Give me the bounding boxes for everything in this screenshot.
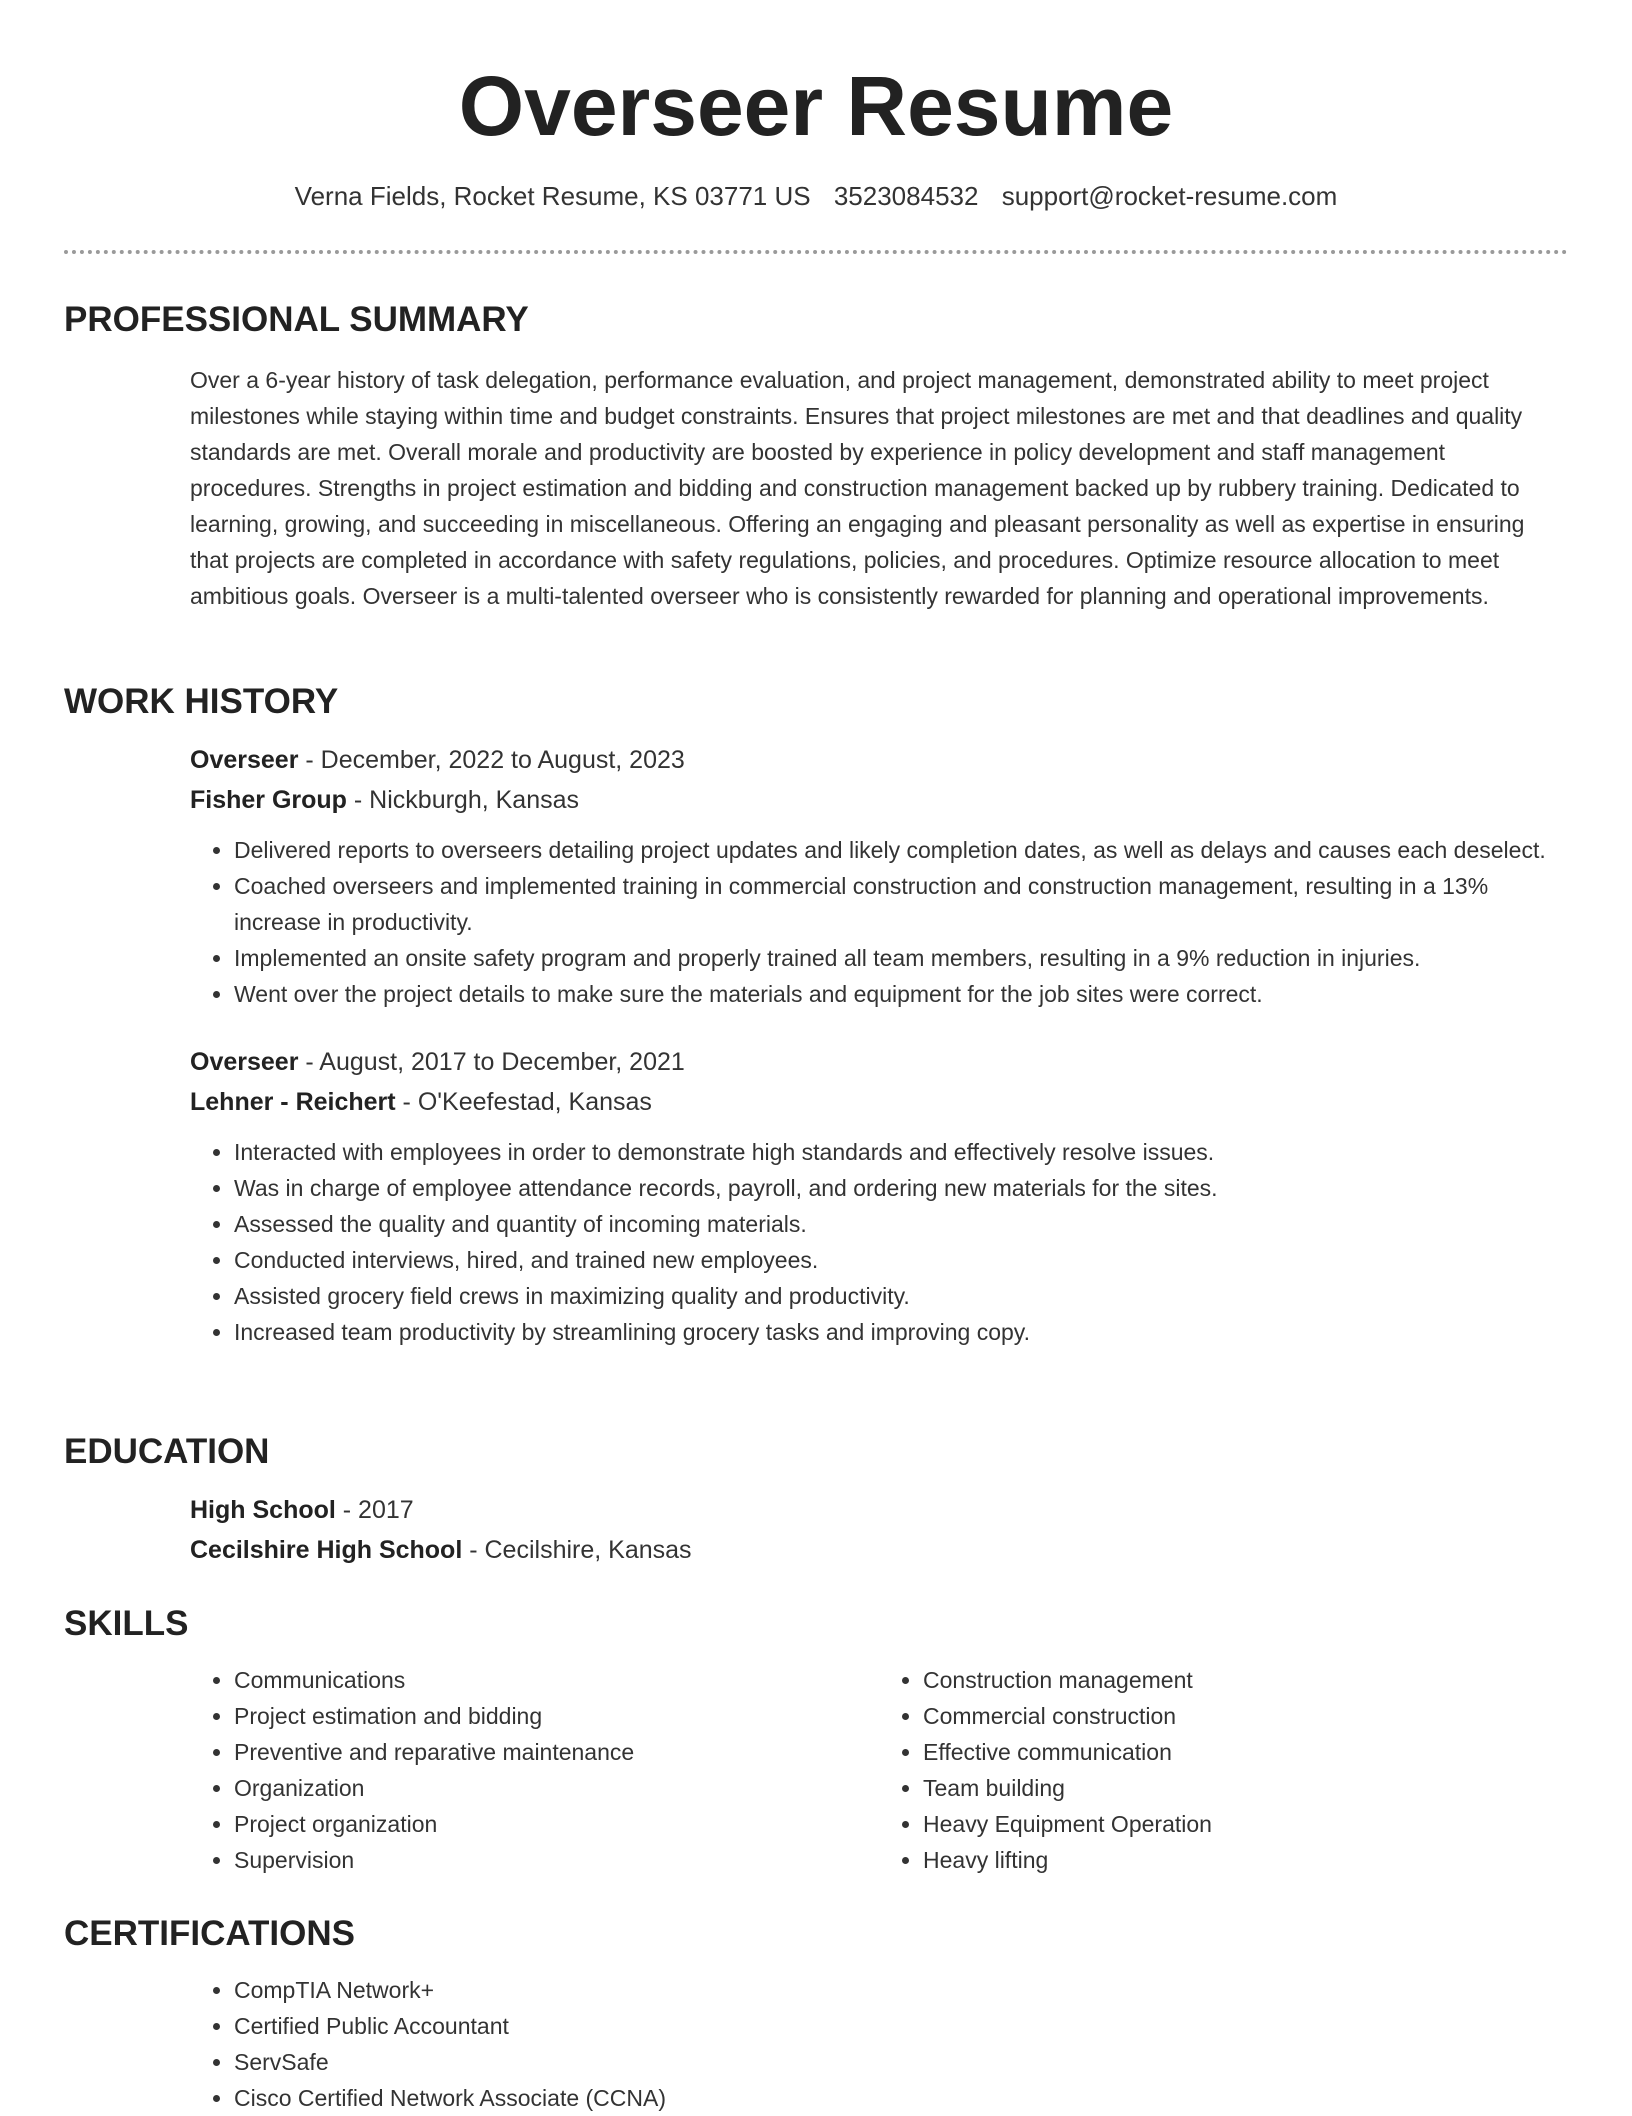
work-heading: WORK HISTORY <box>64 682 339 721</box>
list-item: • Team building <box>923 1770 1568 1806</box>
list-item: • Conducted interviews, hired, and trained new employees. <box>234 1242 1568 1278</box>
job-entry <box>190 1042 1568 1350</box>
list-item: • Effective communication <box>923 1734 1568 1770</box>
job-entry <box>190 740 1568 1012</box>
job-title-line <box>190 740 1568 780</box>
list-item: • Commercial construction <box>923 1698 1568 1734</box>
job-bullets <box>190 1134 1568 1350</box>
education-degree: High School <box>190 1496 336 1524</box>
education-section <box>64 1430 1568 1570</box>
skills-heading: SKILLS <box>64 1604 189 1643</box>
list-item: • Heavy lifting <box>923 1842 1568 1878</box>
education-location: - Cecilshire, Kansas <box>462 1536 692 1564</box>
certifications-section <box>64 1912 1568 2116</box>
job-company: Fisher Group <box>190 786 347 814</box>
list-item: • Heavy Equipment Operation <box>923 1806 1568 1842</box>
contact-line <box>0 178 1632 214</box>
list-item: • Was in charge of employee attendance records, payroll, and ordering new materials for the sites. <box>234 1170 1568 1206</box>
list-item: • Interacted with employees in order to demonstrate high standards and effectively resolve issues. <box>234 1134 1568 1170</box>
work-section <box>64 680 1568 1350</box>
certifications-list <box>190 1972 1568 2116</box>
contact-phone: 3523084532 <box>833 181 979 211</box>
list-item: • Increased team productivity by streamlining grocery tasks and improving copy. <box>234 1314 1568 1350</box>
certifications-heading: CERTIFICATIONS <box>64 1914 356 1953</box>
list-item: • Communications <box>234 1662 879 1698</box>
job-dates: - August, 2017 to December, 2021 <box>298 1048 685 1076</box>
list-item: • Went over the project details to make sure the materials and equipment for the job sites were correct. <box>234 976 1568 1012</box>
job-company: Lehner - Reichert <box>190 1088 396 1116</box>
education-school: Cecilshire High School <box>190 1536 463 1564</box>
contact-email: support@rocket-resume.com <box>1001 181 1338 211</box>
list-item: • Project estimation and bidding <box>234 1698 879 1734</box>
skills-grid <box>190 1662 1568 1878</box>
skills-list-right <box>879 1662 1568 1878</box>
resume-title: Overseer Resume <box>458 59 1174 153</box>
list-item: • Assessed the quality and quantity of incoming materials. <box>234 1206 1568 1242</box>
job-location: - O'Keefestad, Kansas <box>395 1088 652 1116</box>
job-company-line <box>190 780 1568 820</box>
list-item: • Certified Public Accountant <box>234 2008 1568 2044</box>
education-degree-line <box>190 1490 1568 1530</box>
job-title-line <box>190 1042 1568 1082</box>
summary-text: Over a 6-year history of task delegation, performance evaluation, and project management, demonstrated ability to meet project milestones while staying within time and budget constraints. Ensures that project milestones are met and that deadlines and quality standards are met. Overall morale and productivity are boosted by experience in policy development and staff management procedures. Strengths in project estimation and bidding and construction management backed up by rubbery training. Dedicated to learning, growing, and succeeding in miscellaneous. Offering an engaging and pleasant personality as well as expertise in ensuring that projects are completed in accordance with safety regulations, policies, and procedures. Optimize resource allocation to meet ambitious goals. Overseer is a multi-talented overseer who is consistently rewarded for planning and operational improvements. <box>190 367 1525 609</box>
list-item: • Coached overseers and implemented training in commercial construction and construction management, resulting in a 13% increase in productivity. <box>234 868 1568 940</box>
list-item: • Project organization <box>234 1806 879 1842</box>
skills-list-left <box>190 1662 879 1878</box>
list-item: • Supervision <box>234 1842 879 1878</box>
list-item: • Preventive and reparative maintenance <box>234 1734 879 1770</box>
job-title: Overseer <box>190 1048 299 1076</box>
list-item: • Construction management <box>923 1662 1568 1698</box>
summary-section <box>64 298 1568 614</box>
education-heading: EDUCATION <box>64 1432 270 1471</box>
skills-section <box>64 1602 1568 1878</box>
list-item: • Cisco Certified Network Associate (CCNA) <box>234 2080 1568 2116</box>
job-bullets <box>190 832 1568 1012</box>
job-company-line <box>190 1082 1568 1122</box>
job-title: Overseer <box>190 746 299 774</box>
list-item: • ServSafe <box>234 2044 1568 2080</box>
list-item: • Implemented an onsite safety program and properly trained all team members, resulting in a 9% reduction in injuries. <box>234 940 1568 976</box>
list-item: • CompTIA Network+ <box>234 1972 1568 2008</box>
education-year: - 2017 <box>335 1496 414 1524</box>
education-school-line <box>190 1530 1568 1570</box>
list-item: • Delivered reports to overseers detailing project updates and likely completion dates, as well as delays and causes each deselect. <box>234 832 1568 868</box>
header-divider <box>64 250 1568 254</box>
summary-heading: PROFESSIONAL SUMMARY <box>64 300 529 339</box>
list-item: • Assisted grocery field crews in maximizing quality and productivity. <box>234 1278 1568 1314</box>
contact-address: Verna Fields, Rocket Resume, KS 03771 US <box>294 181 811 211</box>
job-dates: - December, 2022 to August, 2023 <box>298 746 685 774</box>
list-item: • Organization <box>234 1770 879 1806</box>
job-location: - Nickburgh, Kansas <box>346 786 580 814</box>
